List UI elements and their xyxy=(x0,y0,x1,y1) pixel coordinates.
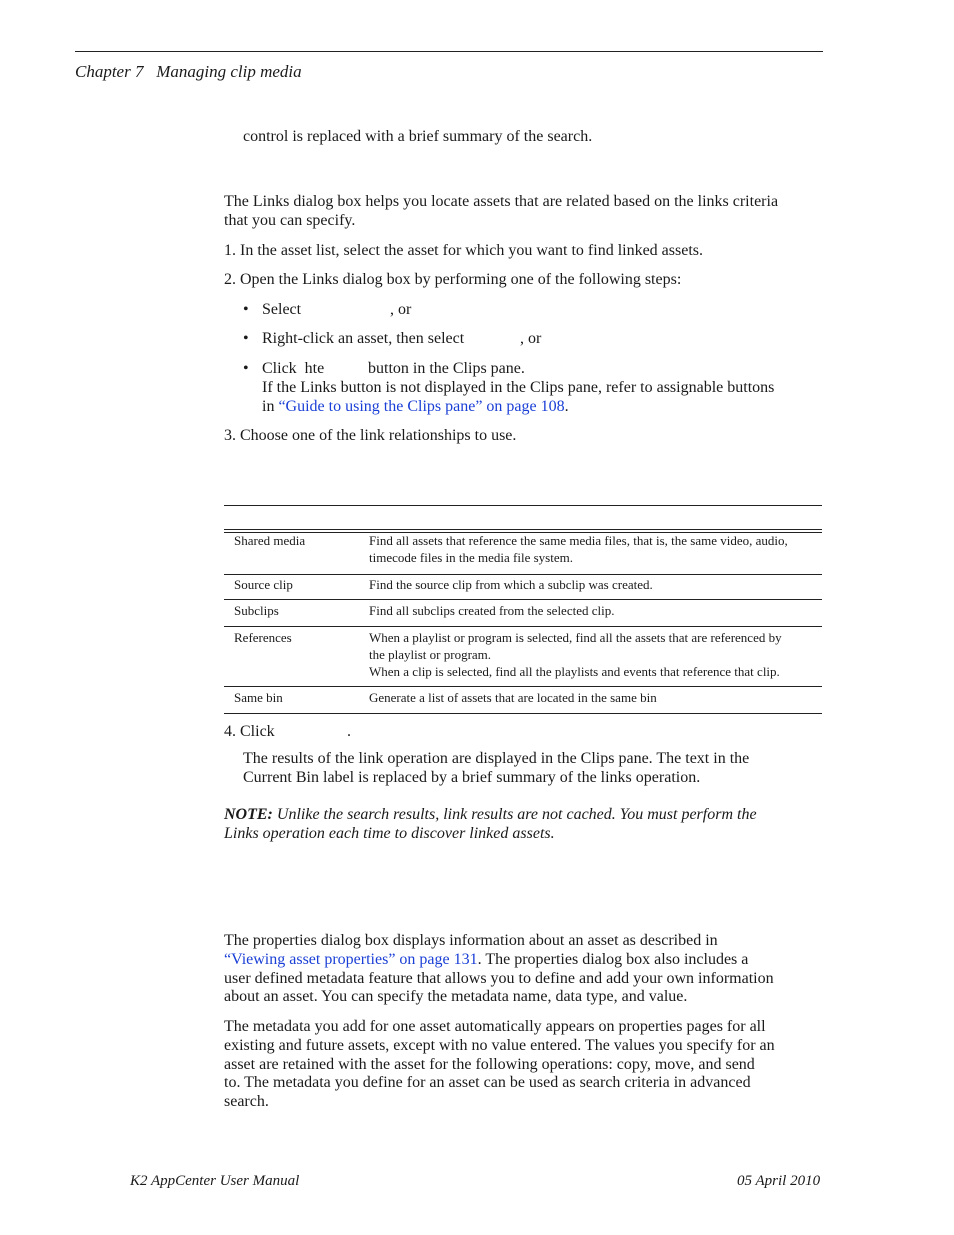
table-row-2-name: Source clip xyxy=(234,577,293,592)
bullet-3-text: Click hte xyxy=(262,360,325,377)
bullet-item-1 xyxy=(243,300,301,319)
props-p1-line-4: about an asset. You can specify the metadata name, data type, and value. xyxy=(224,988,688,1005)
table-row-divider xyxy=(224,599,822,600)
clips-pane-guide-link[interactable]: “Guide to using the Clips pane” on page 108 xyxy=(278,398,565,415)
footer-manual-title: K2 AppCenter User Manual xyxy=(130,1173,300,1189)
table-row-divider xyxy=(224,626,822,627)
viewing-asset-properties-link[interactable]: “Viewing asset properties” on page 131 xyxy=(224,951,478,968)
table-bottom-rule xyxy=(224,713,822,714)
table-row-4-name: References xyxy=(234,630,292,645)
results-line-2: Current Bin label is replaced by a brief summary of the links operation. xyxy=(243,769,701,786)
props-p2-line-4: to. The metadata you define for an asset can be used as search criteria in advanced xyxy=(224,1074,751,1091)
footer-date: 05 April 2010 xyxy=(737,1173,821,1189)
intro-line: control is replaced with a brief summary of the search. xyxy=(243,128,593,145)
bullet-3-line-3 xyxy=(262,397,569,416)
bullet-item-3 xyxy=(243,359,324,378)
table-row-5-name: Same bin xyxy=(234,690,283,705)
bullet-2-text: Right-click an asset, then select xyxy=(262,330,465,347)
props-p1-line-2-text: . The properties dialog box also includes a xyxy=(477,951,749,968)
bullet-3-tail: button in the Clips pane. xyxy=(368,360,525,377)
step-2: 2. Open the Links dialog box by performing one of the following steps: xyxy=(224,271,682,288)
props-p1-line-1: The properties dialog box displays information about an asset as described in xyxy=(224,932,718,949)
props-p1-line-3: user defined metadata feature that allows you to define and add your own information xyxy=(224,970,774,987)
step-3: 3. Choose one of the link relationships to use. xyxy=(224,427,517,444)
table-row-4-desc-3: When a clip is selected, find all the playlists and events that reference that clip. xyxy=(369,664,780,679)
note-line-1 xyxy=(224,805,757,824)
bullet-2-tail: , or xyxy=(520,330,542,347)
results-line-1: The results of the link operation are displayed in the Clips pane. The text in the xyxy=(243,750,750,767)
bullet-icon: • xyxy=(243,301,249,318)
chapter-header: Chapter 7 Managing clip media xyxy=(75,62,302,81)
step-4: 4. Click xyxy=(224,723,275,740)
table-row-1-name: Shared media xyxy=(234,533,306,548)
table-header-rule-1 xyxy=(224,529,822,530)
note-label: NOTE: xyxy=(224,806,273,823)
bullet-3-period: . xyxy=(564,398,569,415)
table-row-4-desc-1: When a playlist or program is selected, find all the assets that are referenced by xyxy=(369,630,782,645)
bullet-1-text: Select xyxy=(262,301,302,318)
bullet-item-2 xyxy=(243,329,464,348)
props-p2-line-2: existing and future assets, except with no value entered. The values you specify for an xyxy=(224,1037,775,1054)
step-1: 1. In the asset list, select the asset for which you want to find linked assets. xyxy=(224,242,704,259)
bullet-3-prefix: in xyxy=(262,398,279,415)
table-row-4-desc-2: the playlist or program. xyxy=(369,647,492,662)
table-row-3-name: Subclips xyxy=(234,603,279,618)
table-row-1-desc-1: Find all assets that reference the same media files, that is, the same video, audio, xyxy=(369,533,788,548)
links-intro-line-1: The Links dialog box helps you locate assets that are related based on the links criteria xyxy=(224,193,779,210)
bullet-3-line-2: If the Links button is not displayed in the Clips pane, refer to assignable buttons xyxy=(262,379,775,396)
table-row-1-desc-2: timecode files in the media file system. xyxy=(369,550,573,565)
table-row-divider xyxy=(224,686,822,687)
bullet-icon: • xyxy=(243,360,249,377)
step-4-period: . xyxy=(347,723,351,740)
table-row-3-desc-1: Find all subclips created from the selected clip. xyxy=(369,603,615,618)
table-row-divider xyxy=(224,574,822,575)
props-p2-line-1: The metadata you add for one asset automatically appears on properties pages for all xyxy=(224,1018,766,1035)
note-line-2: Links operation each time to discover linked assets. xyxy=(224,825,555,842)
props-p1-line-2 xyxy=(224,950,748,969)
links-intro-line-2: that you can specify. xyxy=(224,212,356,229)
bullet-1-tail: , or xyxy=(390,301,412,318)
props-p2-line-5: search. xyxy=(224,1093,269,1110)
table-row-5-desc-1: Generate a list of assets that are located in the same bin xyxy=(369,690,657,705)
note-text-1: Unlike the search results, link results are not cached. You must perform the xyxy=(272,806,757,823)
table-top-rule xyxy=(224,505,822,506)
bullet-icon: • xyxy=(243,330,249,347)
table-row-2-desc-1: Find the source clip from which a subclip was created. xyxy=(369,577,653,592)
header-rule xyxy=(75,51,823,52)
props-p2-line-3: asset are retained with the asset for the following operations: copy, move, and send xyxy=(224,1056,755,1073)
